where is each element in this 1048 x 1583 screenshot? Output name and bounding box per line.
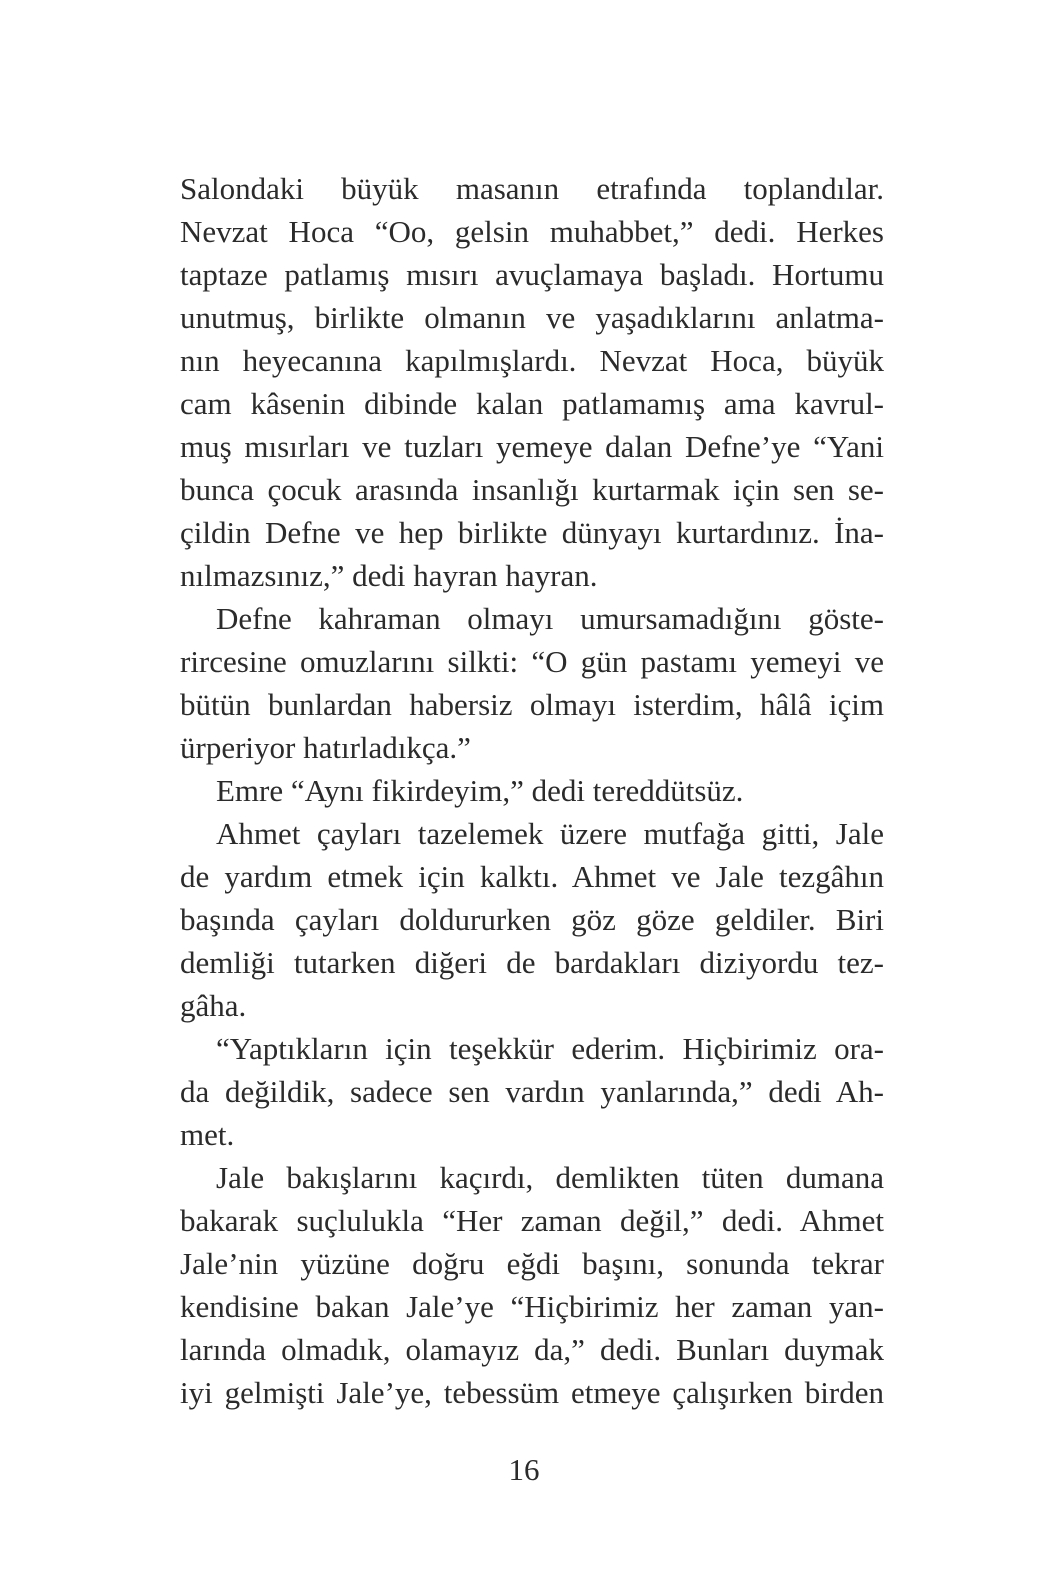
text-line: unutmuş, birlikte olmanın ve yaşadıklarını anlatma- (180, 300, 884, 335)
text-line: iyi gelmişti Jale’ye, tebessüm etmeye çalışırken birden (180, 1375, 884, 1410)
text-line: Jale bakışlarını kaçırdı, demlikten tüten dumana (216, 1160, 884, 1195)
body-text (180, 167, 884, 1414)
text-line: başında çayları doldururken göz göze geldiler. Biri (180, 902, 884, 937)
text-line: Jale’nin yüzüne doğru eğdi başını, sonunda tekrar (180, 1246, 884, 1281)
text-line: çildin Defne ve hep birlikte dünyayı kurtardınız. İna- (180, 515, 884, 550)
text-line: met. (180, 1117, 235, 1152)
text-line: kendisine bakan Jale’ye “Hiçbirimiz her zaman yan- (180, 1289, 884, 1324)
text-line: Emre “Aynı fikirdeyim,” dedi tereddütsüz. (216, 773, 744, 808)
text-line: demliği tutarken diğeri de bardakları diziyordu tez- (180, 945, 884, 980)
text-line: rircesine omuzlarını silkti: “O gün pastamı yemeyi ve (180, 644, 884, 679)
text-line: gâha. (180, 988, 247, 1023)
text-line: nılmazsınız,” dedi hayran hayran. (180, 558, 598, 593)
text-line: “Yaptıkların için teşekkür ederim. Hiçbirimiz ora- (216, 1031, 884, 1066)
text-line: nın heyecanına kapılmışlardı. Nevzat Hoca, büyük (180, 343, 884, 378)
text-line: Defne kahraman olmayı umursamadığını göste- (216, 601, 884, 636)
text-line: da değildik, sadece sen vardın yanlarında,” dedi Ah- (180, 1074, 884, 1109)
text-line: Ahmet çayları tazelemek üzere mutfağa gitti, Jale (216, 816, 884, 851)
text-line: de yardım etmek için kalktı. Ahmet ve Jale tezgâhın (180, 859, 884, 894)
text-line: bütün bunlardan habersiz olmayı isterdim, hâlâ içim (180, 687, 884, 722)
text-line: bunca çocuk arasında insanlığı kurtarmak için sen se- (180, 472, 884, 507)
text-line: cam kâsenin dibinde kalan patlamamış ama kavrul- (180, 386, 884, 421)
text-line: taptaze patlamış mısırı avuçlamaya başladı. Hortumu (180, 257, 884, 292)
text-line: larında olmadık, olamayız da,” dedi. Bunları duymak (180, 1332, 884, 1367)
text-line: muş mısırları ve tuzları yemeye dalan Defne’ye “Yani (180, 429, 884, 464)
text-line: ürperiyor hatırladıkça.” (180, 730, 471, 765)
text-line: Nevzat Hoca “Oo, gelsin muhabbet,” dedi. Herkes (180, 214, 884, 249)
text-line: bakarak suçlulukla “Her zaman değil,” dedi. Ahmet (180, 1203, 884, 1238)
text-line: Salondaki büyük masanın etrafında toplandılar. (180, 171, 884, 206)
page-number: 16 (508, 1452, 540, 1487)
